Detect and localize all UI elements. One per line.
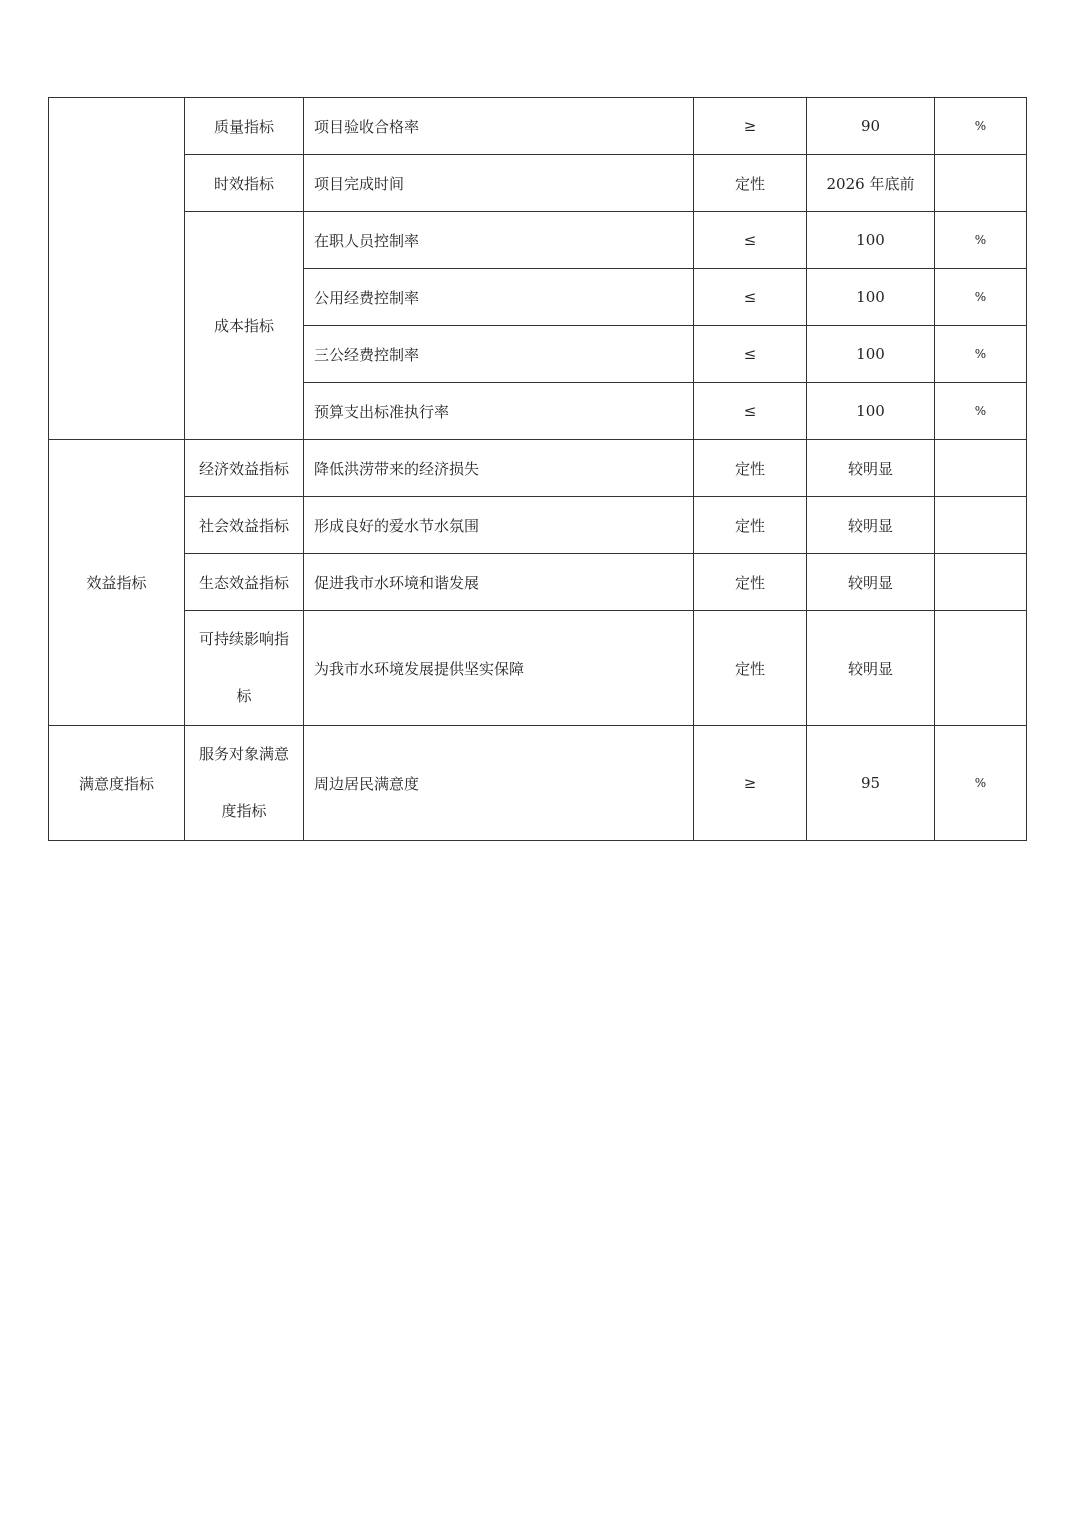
- indicator-name-cell: 公用经费控制率: [304, 269, 694, 326]
- performance-indicator-table: [48, 97, 1027, 841]
- indicator-name-cell: 项目验收合格率: [304, 98, 694, 155]
- operator-cell: ≥: [694, 726, 807, 841]
- operator-cell: ≤: [694, 269, 807, 326]
- second-level-indicator-cell: 经济效益指标: [185, 440, 304, 497]
- table-row: [49, 440, 1027, 497]
- unit-cell: %: [935, 98, 1027, 155]
- unit-cell: %: [935, 326, 1027, 383]
- second-level-indicator-cell: 可持续影响指标: [185, 611, 304, 726]
- operator-cell: 定性: [694, 440, 807, 497]
- target-value-cell: 100: [807, 269, 935, 326]
- indicator-name-cell: 降低洪涝带来的经济损失: [304, 440, 694, 497]
- operator-cell: ≤: [694, 212, 807, 269]
- operator-cell: 定性: [694, 155, 807, 212]
- indicator-name-cell: 预算支出标准执行率: [304, 383, 694, 440]
- operator-cell: 定性: [694, 554, 807, 611]
- table-row: [49, 611, 1027, 726]
- unit-cell: [935, 611, 1027, 726]
- table-row: [49, 155, 1027, 212]
- table-row: [49, 497, 1027, 554]
- indicator-name-cell: 为我市水环境发展提供坚实保障: [304, 611, 694, 726]
- operator-cell: ≤: [694, 383, 807, 440]
- target-value-cell: 100: [807, 326, 935, 383]
- indicator-name-cell: 三公经费控制率: [304, 326, 694, 383]
- first-level-indicator-cell: 效益指标: [49, 440, 185, 726]
- first-level-indicator-cell: [49, 98, 185, 440]
- second-level-indicator-cell: 社会效益指标: [185, 497, 304, 554]
- operator-cell: 定性: [694, 497, 807, 554]
- target-value-cell: 95: [807, 726, 935, 841]
- second-level-indicator-cell: 服务对象满意度指标: [185, 726, 304, 841]
- operator-cell: ≥: [694, 98, 807, 155]
- table-row: [49, 726, 1027, 841]
- unit-cell: %: [935, 726, 1027, 841]
- unit-cell: [935, 155, 1027, 212]
- first-level-indicator-cell: 满意度指标: [49, 726, 185, 841]
- indicator-name-cell: 形成良好的爱水节水氛围: [304, 497, 694, 554]
- unit-cell: [935, 440, 1027, 497]
- second-level-indicator-cell: 生态效益指标: [185, 554, 304, 611]
- indicator-name-cell: 促进我市水环境和谐发展: [304, 554, 694, 611]
- target-value-cell: 较明显: [807, 554, 935, 611]
- table-row: [49, 554, 1027, 611]
- target-value-cell: 较明显: [807, 440, 935, 497]
- second-level-indicator-cell: 质量指标: [185, 98, 304, 155]
- target-value-cell: 较明显: [807, 611, 935, 726]
- target-value-cell: 较明显: [807, 497, 935, 554]
- operator-cell: 定性: [694, 611, 807, 726]
- unit-cell: %: [935, 212, 1027, 269]
- unit-cell: %: [935, 383, 1027, 440]
- unit-cell: [935, 497, 1027, 554]
- unit-cell: %: [935, 269, 1027, 326]
- operator-cell: ≤: [694, 326, 807, 383]
- target-value-cell: 2026 年底前: [807, 155, 935, 212]
- second-level-indicator-cell: 时效指标: [185, 155, 304, 212]
- table-row: [49, 212, 1027, 269]
- target-value-cell: 90: [807, 98, 935, 155]
- unit-cell: [935, 554, 1027, 611]
- indicator-name-cell: 周边居民满意度: [304, 726, 694, 841]
- indicator-name-cell: 在职人员控制率: [304, 212, 694, 269]
- indicator-name-cell: 项目完成时间: [304, 155, 694, 212]
- target-value-cell: 100: [807, 383, 935, 440]
- target-value-cell: 100: [807, 212, 935, 269]
- second-level-indicator-cell: 成本指标: [185, 212, 304, 440]
- table-row: [49, 98, 1027, 155]
